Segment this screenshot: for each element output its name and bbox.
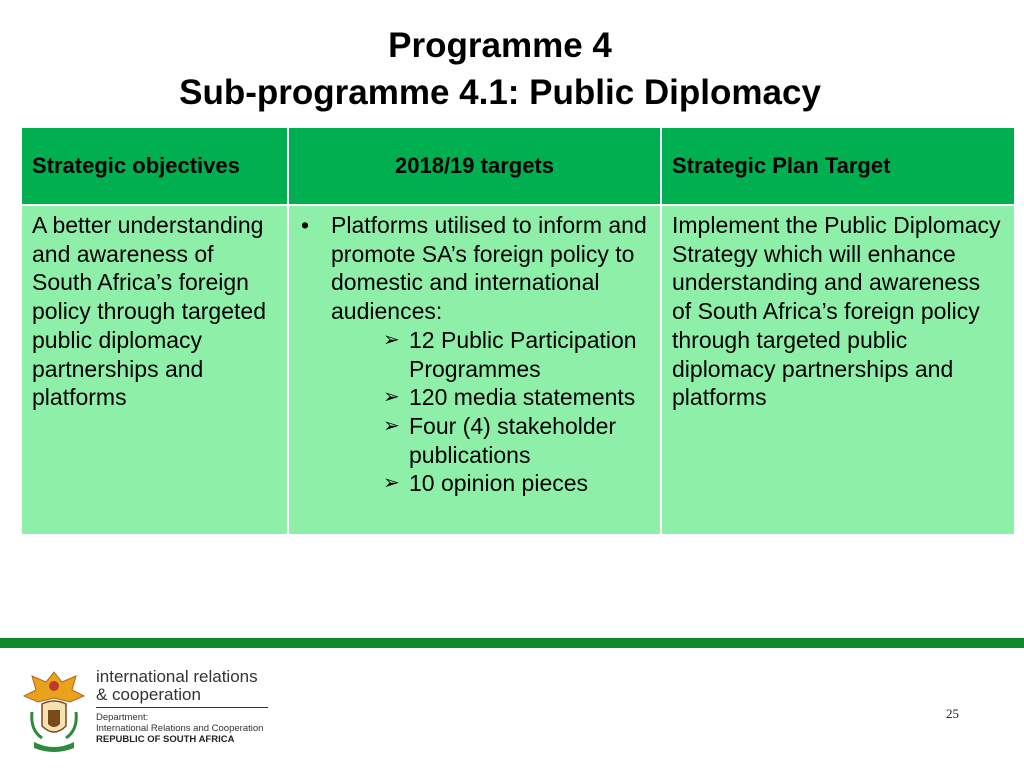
header-plan-target: Strategic Plan Target — [661, 127, 1015, 205]
header-strategic-objectives: Strategic objectives — [21, 127, 288, 205]
target-item-text: 12 Public Participation Programmes — [409, 326, 637, 382]
arrow-bullet-icon: ➢ — [383, 386, 400, 409]
targets-list — [299, 211, 650, 498]
header-targets: 2018/19 targets — [288, 127, 661, 205]
footer-green-bar — [0, 638, 1024, 648]
objectives-table — [20, 126, 1016, 536]
arrow-bullet-icon: ➢ — [383, 472, 400, 495]
department-name-line-2: & cooperation — [96, 685, 201, 704]
arrow-bullet-icon: ➢ — [383, 328, 400, 351]
target-sub-list — [331, 326, 650, 498]
department-name-line-1: international relations — [96, 667, 258, 686]
list-item — [383, 326, 650, 383]
target-item-text: Four (4) stakeholder publications — [409, 412, 617, 468]
table-header-row — [21, 127, 1015, 205]
department-name — [96, 668, 258, 704]
target-item-text: 120 media statements — [409, 384, 636, 411]
list-item — [383, 412, 650, 469]
department-logo — [22, 668, 272, 752]
plan-target-cell: Implement the Public Diplomacy Strategy which will enhance understanding and awareness of South Africa’s foreign policy through targeted public diplomacy partnerships and platforms — [661, 205, 1015, 535]
coat-of-arms-icon — [22, 668, 86, 752]
arrow-bullet-icon: ➢ — [383, 414, 400, 437]
target-bullet-text: Platforms utilised to inform and promote SA’s foreign policy to domestic and international audiences: — [331, 212, 647, 325]
objective-cell: A better understanding and awareness of South Africa’s foreign policy through targeted public diplomacy partnerships and platforms — [21, 205, 288, 535]
targets-cell — [288, 205, 661, 535]
title-line-2: Sub-programme 4.1: Public Diplomacy — [179, 73, 821, 112]
department-full-name: International Relations and Cooperation — [96, 723, 264, 734]
list-item — [383, 383, 650, 412]
page-number: 25 — [946, 706, 959, 721]
bullet-icon: • — [301, 212, 310, 238]
target-item-text: 10 opinion pieces — [409, 470, 589, 497]
department-label: Department: — [96, 712, 149, 723]
table-row — [21, 205, 1015, 535]
list-item — [299, 211, 650, 498]
slide-title — [0, 22, 1000, 116]
country-name: REPUBLIC OF SOUTH AFRICA — [96, 734, 235, 745]
title-line-1: Programme 4 — [388, 26, 612, 65]
logo-divider — [96, 707, 268, 708]
list-item — [383, 469, 650, 498]
